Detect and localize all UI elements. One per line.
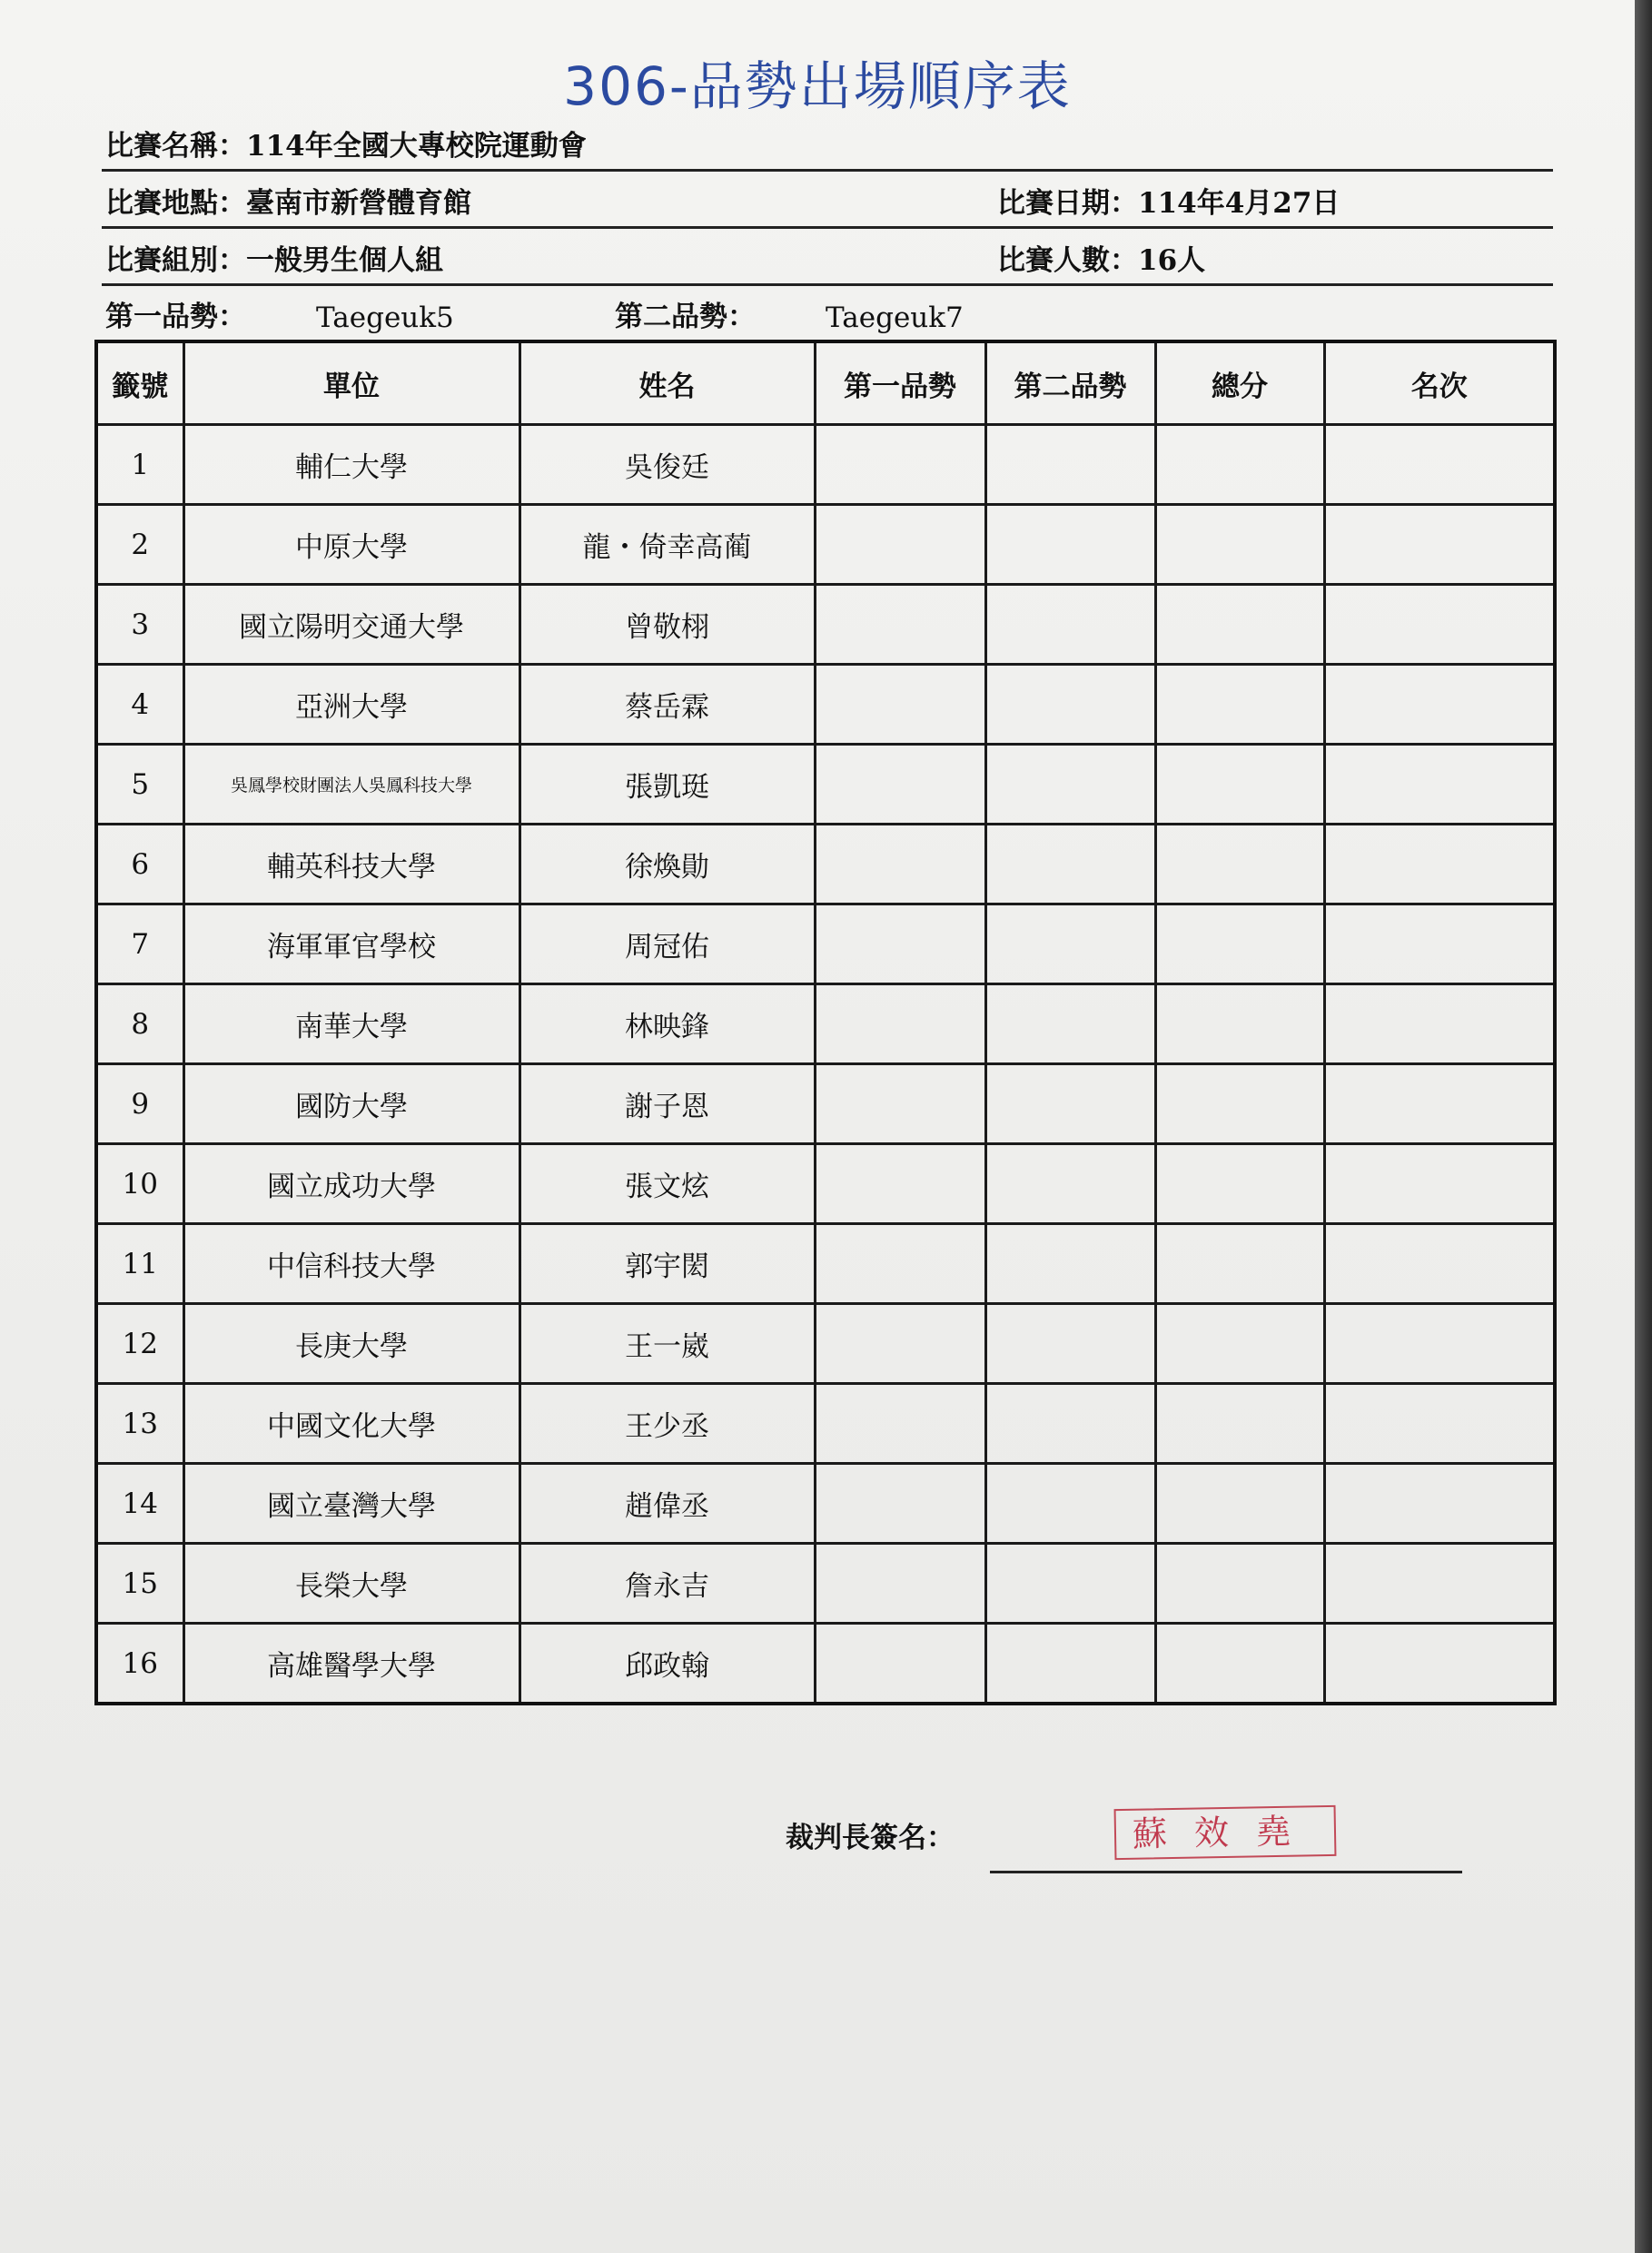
name-cell: 林映鋒	[519, 984, 815, 1064]
total-score[interactable]	[1155, 1064, 1324, 1144]
second-poomsae-score[interactable]	[985, 1464, 1155, 1544]
first-poomsae-score[interactable]	[815, 1144, 985, 1224]
draw-number: 9	[96, 1064, 183, 1144]
unit-cell: 中原大學	[183, 505, 519, 585]
total-score[interactable]	[1155, 1624, 1324, 1705]
second-poomsae-score[interactable]	[985, 585, 1155, 665]
page-edge-shadow	[1635, 0, 1652, 2253]
rank-cell[interactable]	[1324, 1064, 1555, 1144]
total-score[interactable]	[1155, 665, 1324, 745]
signature-line	[990, 1871, 1462, 1873]
table-row	[96, 825, 1555, 904]
draw-number: 14	[96, 1464, 183, 1544]
venue: 比賽地點：臺南市新營體育館	[105, 187, 471, 220]
draw-number: 10	[96, 1144, 183, 1224]
draw-number: 7	[96, 904, 183, 984]
signature-stamp: 蘇效堯	[1114, 1805, 1337, 1860]
draw-number: 2	[96, 505, 183, 585]
first-poomsae-score[interactable]	[815, 1624, 985, 1705]
first-poomsae-score[interactable]	[815, 825, 985, 904]
table-row	[96, 1224, 1555, 1304]
name-cell: 王一崴	[519, 1304, 815, 1384]
total-score[interactable]	[1155, 745, 1324, 825]
draw-number: 8	[96, 984, 183, 1064]
unit-cell: 國防大學	[183, 1064, 519, 1144]
draw-number: 1	[96, 425, 183, 505]
first-poomsae-score[interactable]	[815, 1544, 985, 1624]
chief-referee-signature-label: 裁判長簽名：	[786, 1822, 955, 1854]
rank-cell[interactable]	[1324, 904, 1555, 984]
unit-cell: 長榮大學	[183, 1544, 519, 1624]
page-title: 306-品勢出場順序表	[563, 55, 1072, 117]
venue-date-row	[102, 173, 1553, 229]
second-poomsae-score[interactable]	[985, 1304, 1155, 1384]
unit-cell: 高雄醫學大學	[183, 1624, 519, 1705]
table-row	[96, 904, 1555, 984]
unit-cell: 國立臺灣大學	[183, 1464, 519, 1544]
first-poomsae-value: Taegeuk5	[316, 301, 454, 334]
rank-cell[interactable]	[1324, 1544, 1555, 1624]
rank-cell[interactable]	[1324, 1464, 1555, 1544]
competition-group: 比賽組別：一般男生個人組	[105, 244, 443, 277]
draw-number: 12	[96, 1304, 183, 1384]
name-cell: 蔡岳霖	[519, 665, 815, 745]
first-poomsae-score[interactable]	[815, 585, 985, 665]
second-poomsae-label: 第二品勢：	[615, 301, 756, 333]
name-cell: 郭宇閎	[519, 1224, 815, 1304]
table-row	[96, 1624, 1555, 1705]
first-poomsae-score[interactable]	[815, 665, 985, 745]
second-poomsae-score[interactable]	[985, 425, 1155, 505]
second-poomsae-score[interactable]	[985, 1144, 1155, 1224]
second-poomsae-score[interactable]	[985, 1064, 1155, 1144]
first-poomsae-score[interactable]	[815, 1224, 985, 1304]
name-cell: 張文炫	[519, 1144, 815, 1224]
table-row	[96, 1064, 1555, 1144]
total-score[interactable]	[1155, 1144, 1324, 1224]
first-poomsae-score[interactable]	[815, 904, 985, 984]
group-count-row	[102, 231, 1553, 286]
rank-cell[interactable]	[1324, 1624, 1555, 1705]
second-poomsae-score[interactable]	[985, 1544, 1155, 1624]
table-row	[96, 1464, 1555, 1544]
unit-cell: 南華大學	[183, 984, 519, 1064]
rank-cell[interactable]	[1324, 1304, 1555, 1384]
second-poomsae-score[interactable]	[985, 1384, 1155, 1464]
total-score[interactable]	[1155, 425, 1324, 505]
rank-cell[interactable]	[1324, 1224, 1555, 1304]
signature-area	[786, 1807, 1467, 1880]
name-cell: 龍・倚幸高蔺	[519, 505, 815, 585]
competition-date: 比賽日期：114年4月27日	[997, 187, 1340, 220]
poomsae-row	[102, 292, 1553, 338]
header-draw-number: 籤號	[96, 341, 183, 425]
first-poomsae-score[interactable]	[815, 745, 985, 825]
name-cell: 趙偉丞	[519, 1464, 815, 1544]
rank-cell[interactable]	[1324, 1144, 1555, 1224]
first-poomsae-score[interactable]	[815, 425, 985, 505]
draw-number: 16	[96, 1624, 183, 1705]
name-cell: 謝子恩	[519, 1064, 815, 1144]
first-poomsae-score[interactable]	[815, 984, 985, 1064]
first-poomsae-score[interactable]	[815, 1464, 985, 1544]
name-cell: 曾敬栩	[519, 585, 815, 665]
second-poomsae-score[interactable]	[985, 825, 1155, 904]
total-score[interactable]	[1155, 1464, 1324, 1544]
first-poomsae-score[interactable]	[815, 1384, 985, 1464]
header-rank: 名次	[1324, 341, 1555, 425]
header-second-poomsae: 第二品勢	[985, 341, 1155, 425]
order-table	[94, 340, 1557, 1705]
name-cell: 周冠佑	[519, 904, 815, 984]
draw-number: 11	[96, 1224, 183, 1304]
table-row	[96, 1304, 1555, 1384]
unit-cell: 國立陽明交通大學	[183, 585, 519, 665]
rank-cell[interactable]	[1324, 1384, 1555, 1464]
name-cell: 吳俊廷	[519, 425, 815, 505]
second-poomsae-score[interactable]	[985, 745, 1155, 825]
header-name: 姓名	[519, 341, 815, 425]
header-first-poomsae: 第一品勢	[815, 341, 985, 425]
first-poomsae-label: 第一品勢：	[105, 301, 246, 333]
total-score[interactable]	[1155, 585, 1324, 665]
second-poomsae-score[interactable]	[985, 665, 1155, 745]
total-score[interactable]	[1155, 984, 1324, 1064]
draw-number: 5	[96, 745, 183, 825]
unit-cell: 中國文化大學	[183, 1384, 519, 1464]
rank-cell[interactable]	[1324, 425, 1555, 505]
table-header-row	[96, 341, 1555, 425]
header-total-score: 總分	[1155, 341, 1324, 425]
rank-cell[interactable]	[1324, 505, 1555, 585]
unit-cell: 輔英科技大學	[183, 825, 519, 904]
second-poomsae-score[interactable]	[985, 904, 1155, 984]
name-cell: 張凱珽	[519, 745, 815, 825]
total-score[interactable]	[1155, 1384, 1324, 1464]
total-score[interactable]	[1155, 1304, 1324, 1384]
total-score[interactable]	[1155, 505, 1324, 585]
unit-cell: 輔仁大學	[183, 425, 519, 505]
rank-cell[interactable]	[1324, 984, 1555, 1064]
table-row	[96, 425, 1555, 505]
name-cell: 邱政翰	[519, 1624, 815, 1705]
total-score[interactable]	[1155, 904, 1324, 984]
rank-cell[interactable]	[1324, 825, 1555, 904]
first-poomsae-score[interactable]	[815, 505, 985, 585]
table-row	[96, 1144, 1555, 1224]
unit-cell: 中信科技大學	[183, 1224, 519, 1304]
total-score[interactable]	[1155, 1544, 1324, 1624]
unit-cell: 吳鳳學校財團法人吳鳳科技大學	[183, 745, 519, 825]
draw-number: 13	[96, 1384, 183, 1464]
table-row	[96, 1544, 1555, 1624]
name-cell: 詹永吉	[519, 1544, 815, 1624]
draw-number: 6	[96, 825, 183, 904]
table-row	[96, 665, 1555, 745]
total-score[interactable]	[1155, 825, 1324, 904]
name-cell: 王少丞	[519, 1384, 815, 1464]
header-unit: 單位	[183, 341, 519, 425]
first-poomsae-score[interactable]	[815, 1304, 985, 1384]
table-row	[96, 1384, 1555, 1464]
first-poomsae-score[interactable]	[815, 1064, 985, 1144]
second-poomsae-score[interactable]	[985, 505, 1155, 585]
total-score[interactable]	[1155, 1224, 1324, 1304]
unit-cell: 長庚大學	[183, 1304, 519, 1384]
draw-number: 4	[96, 665, 183, 745]
unit-cell: 國立成功大學	[183, 1144, 519, 1224]
draw-number: 3	[96, 585, 183, 665]
draw-number: 15	[96, 1544, 183, 1624]
second-poomsae-score[interactable]	[985, 984, 1155, 1064]
competition-name: 比賽名稱：114年全國大專校院運動會	[105, 130, 587, 163]
unit-cell: 海軍軍官學校	[183, 904, 519, 984]
unit-cell: 亞洲大學	[183, 665, 519, 745]
table-row	[96, 984, 1555, 1064]
second-poomsae-value: Taegeuk7	[826, 301, 964, 334]
second-poomsae-score[interactable]	[985, 1624, 1155, 1705]
name-cell: 徐煥勛	[519, 825, 815, 904]
rank-cell[interactable]	[1324, 665, 1555, 745]
table-row	[96, 585, 1555, 665]
participant-count: 比賽人數：16人	[997, 244, 1206, 277]
competition-name-row	[102, 116, 1553, 172]
second-poomsae-score[interactable]	[985, 1224, 1155, 1304]
rank-cell[interactable]	[1324, 745, 1555, 825]
table-row	[96, 505, 1555, 585]
table-row	[96, 745, 1555, 825]
rank-cell[interactable]	[1324, 585, 1555, 665]
